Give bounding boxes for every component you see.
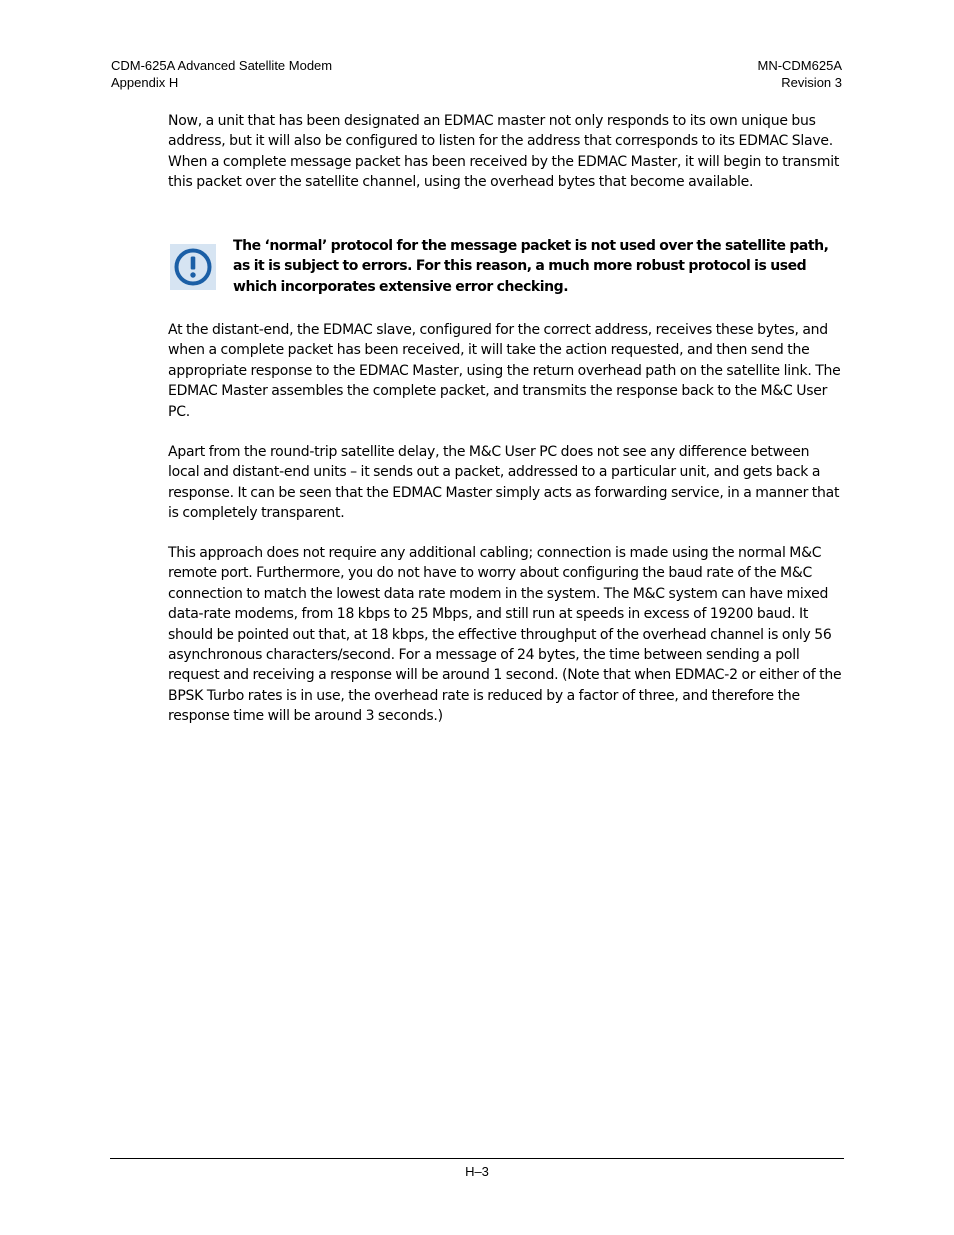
page-header-right <box>757 57 842 91</box>
body-paragraph-cabling: This approach does not require any additional cabling; connection is made using the normal M&C remote port. Furthermore, you do not have to worry about configuring the baud rate of the M&C connection to match the lowest data rate modem in the system. The M&C system can have mixed data-rate modems, from 18 kbps to 25 Mbps, and still run at speeds in excess of 19200 baud. It should be pointed out that, at 18 kbps, the effective throughput of the overhead channel is only 56 asynchronous characters/second. For a message of 24 bytes, the time between sending a poll request and receiving a response will be around 1 second. (Note that when EDMAC-2 or either of the BPSK Turbo rates is in use, the overhead rate is reduced by a factor of three, and therefore the response time will be around 3 seconds.) <box>168 545 842 725</box>
body-paragraph-distant-end: At the distant-end, the EDMAC slave, configured for the correct address, receives these bytes, and when a complete packet has been received, it will take the action requested, and then send the appropriate response to the EDMAC Master, using the return overhead path on the satellite link. The EDMAC Master assembles the complete packet, and transmits the response back to the M&C User PC. <box>168 322 841 420</box>
document-title: CDM-625A Advanced Satellite Modem <box>111 58 333 73</box>
page-header-left <box>111 57 332 91</box>
page-number: H–3 <box>465 1164 489 1179</box>
important-note-text: The ‘normal’ protocol for the message packet is not used over the satellite path, as it is subject to errors. For this reason, a much more robust protocol is used which incorporates extensive error checking. <box>233 238 829 295</box>
revision-label: Revision 3 <box>781 75 842 90</box>
appendix-label: Appendix H <box>111 75 179 90</box>
body-paragraph-edmac-master: Now, a unit that has been designated an EDMAC master not only responds to its own unique bus address, but it will also be configured to listen for the address that corresponds to its EDMAC Slave. When a complete message packet has been received by the EDMAC Master, it will begin to transmit this packet over the satellite channel, using the overhead bytes that become available. <box>168 113 840 191</box>
footer-divider <box>110 1158 844 1159</box>
manual-number: MN-CDM625A <box>757 58 842 73</box>
important-exclamation-icon <box>170 244 216 290</box>
body-paragraph-round-trip: Apart from the round-trip satellite delay, the M&C User PC does not see any difference between local and distant-end units – it sends out a packet, addressed to a particular unit, and gets back a response. It can be seen that the EDMAC Master simply acts as forwarding service, in a manner that is completely transparent. <box>168 444 840 522</box>
